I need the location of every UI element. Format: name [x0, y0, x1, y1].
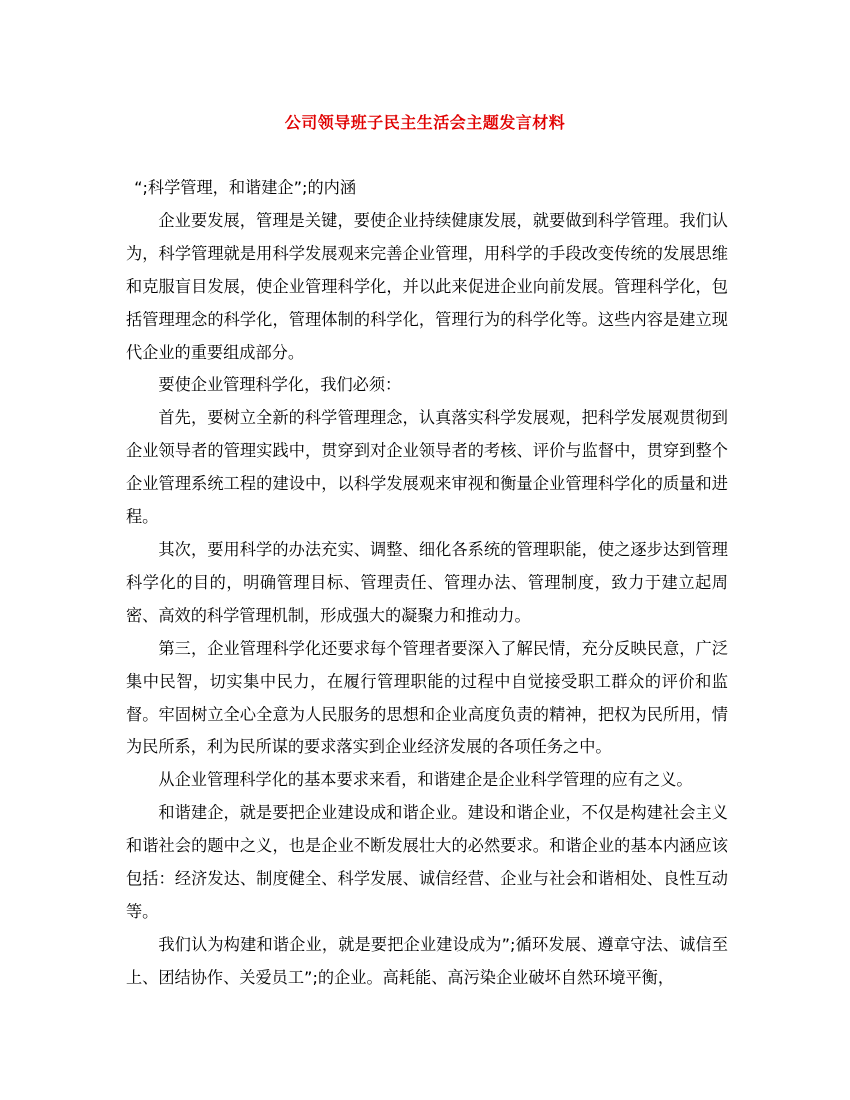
- paragraph: 其次，要用科学的办法充实、调整、细化各系统的管理职能，使之逐步达到管理科学化的目的，明确管理目标、管理责任、管理办法、管理制度，致力于建立起周密、高效的科学管理机制，形成强大的凝聚力和推动力。: [126, 539, 728, 625]
- paragraph: 要使企业管理科学化，我们必须：: [158, 375, 402, 395]
- paragraph: 第三，企业管理科学化还要求每个管理者要深入了解民情，充分反映民意，广泛集中民智，切实集中民力，在履行管理职能的过程中自觉接受职工群众的评价和监督。牢固树立全心全意为人民服务的思想和企业高度负责的精神，把权为民所用，情为民所系，利为民所谋的要求落实到企业经济发展的各项任务之中。: [126, 638, 728, 757]
- paragraph: 从企业管理科学化的基本要求来看，和谐建企是企业科学管理的应有之义。: [158, 770, 693, 790]
- paragraph: 企业要发展，管理是关键，要使企业持续健康发展，就要做到科学管理。我们认为，科学管理就是用科学发展观来完善企业管理，用科学的手段改变传统的发展思维和克服盲目发展，使企业管理科学化，并以此来促进企业向前发展。管理科学化，包括管理理念的科学化，管理体制的科学化，管理行为的科学化等。这些内容是建立现代企业的重要组成部分。: [126, 210, 728, 362]
- section-heading: “;科学管理，和谐建企”;的内涵: [134, 178, 357, 197]
- paragraph: 我们认为构建和谐企业，就是要把企业建设成为”;循环发展、遵章守法、诚信至上、团结协作、关爱员工”;的企业。高耗能、高污染企业破坏自然环境平衡，: [126, 934, 728, 987]
- paragraph: 首先，要树立全新的科学管理理念，认真落实科学发展观，把科学发展观贯彻到企业领导者的管理实践中，贯穿到对企业领导者的考核、评价与监督中，贯穿到整个企业管理系统工程的建设中，以科学发展观来审视和衡量企业管理科学化的质量和进程。: [126, 408, 728, 527]
- document-title: 公司领导班子民主生活会主题发言材料: [284, 113, 566, 132]
- document-body: [126, 172, 728, 995]
- paragraph: 和谐建企，就是要把企业建设成和谐企业。建设和谐企业，不仅是构建社会主义和谐社会的题中之义，也是企业不断发展壮大的必然要求。和谐企业的基本内涵应该包括：经济发达、制度健全、科学发展、诚信经营、企业与社会和谐相处、良性互动等。: [126, 803, 728, 921]
